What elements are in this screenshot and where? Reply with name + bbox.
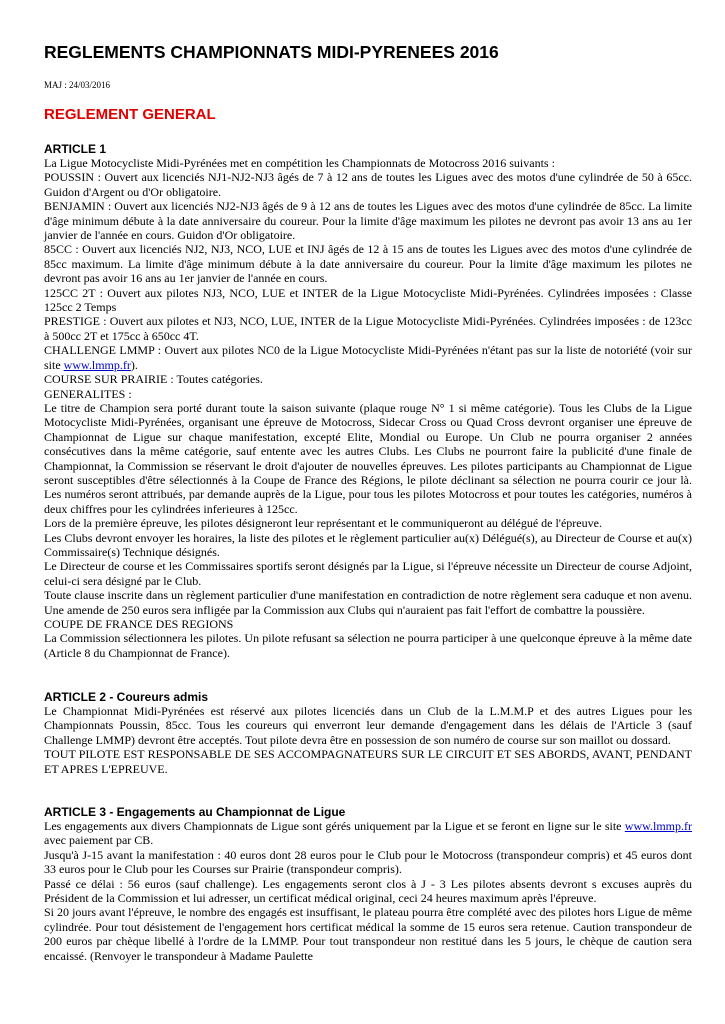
article-2-heading: ARTICLE 2 - Coureurs admis [44,690,209,704]
category-125cc: 125CC 2T : Ouvert aux pilotes NJ3, NCO, LUE et INTER de la Ligue Motocycliste Midi-Pyrénées. Cylindrées imposées : Classe 125cc 2 Temps [44,285,692,315]
article-1-body [44,156,692,660]
category-course-prairie: COURSE SUR PRAIRIE : Toutes catégories. [44,372,263,387]
challenge-text-end: ). [130,357,138,372]
category-poussin: POUSSIN : Ouvert aux licenciés NJ1-NJ2-NJ3 âgés de 7 à 12 ans de toutes les Ligues avec des motos d'une cylindrée de 50 à 65cc. Guidon d'Argent ou d'Or obligatoire. [44,170,692,199]
article-1 [44,142,692,660]
section-heading: REGLEMENT GENERAL [44,106,216,123]
coupe-text: La Commission sélectionnera les pilotes. Un pilote refusant sa sélection ne pourra participer à une quelconque épreuve à la même date (Article 8 du Championnat de France). [44,631,692,660]
coupe-label: COUPE DE FRANCE DES REGIONS [44,617,234,631]
article-2 [44,690,692,776]
article-2-paragraph-1: Le Championnat Midi-Pyrénées est réservé aux pilotes licenciés dans un Club de la L.M.M.P et des autres Ligues pour les Championnats Poussin, 85cc. Tous les coureurs qui enverront leur demande d'engagement dans les délais de l'Article 3 (sauf Challenge LMMP) devront être acceptés. Tout pilote devra être en possession de son numéro de course sur son maillot ou dossard. [44,704,692,747]
category-benjamin: BENJAMIN : Ouvert aux licenciés NJ2-NJ3 âgés de 9 à 12 ans de toutes les Ligues avec des motos d'une cylindrée de 85cc. La limite d'âge minimum débute à la date anniversaire du coureur. Pour la limite d'âge maximum les pilotes ne devront pas avoir 13 ans au 1er janvier de l'année en cours. Guidon d'Or obligatoire. [44,199,692,243]
article-3-paragraph-4: Si 20 jours avant l'épreuve, le nombre des engagés est insuffisant, le plateau pourra être complété avec des pilotes hors Ligue de même cylindrée. Pour tout désistement de l'engagement hors certificat médical la somme de 15 euros sera retenue. Caution transpondeur de 200 euros par chèque libellé à l'ordre de la LMMP. Pour tout transpondeur non restitué dans les 5 jours, le chèque de caution sera encaissé. (Renvoyer le transpondeur à Madame Paulette [44,905,692,963]
generalites-label: GENERALITES : [44,386,132,401]
challenge-text-start: CHALLENGE LMMP : Ouvert aux pilotes NC0 de la Ligue Motocycliste Midi-Pyrénées n'étant pas sur la liste de notoriété (voir sur site [44,343,692,372]
article-3-paragraph-2: Jusqu'à J-15 avant la manifestation : 40 euros dont 28 euros pour le Club pour le Motocross (transpondeur compris) et 45 euros dont 33 euros pour le Club pour les Courses sur Prairie (transpondeur compris). [44,847,692,877]
clause-text: Toute clause inscrite dans un règlement particulier d'une manifestation en contradiction de notre règlement sera caduque et non avenu. Une amende de 250 euros sera infligée par la Commission aux Clubs qui n'auraient pas fait l'effort de combattre la poussière. [44,588,692,617]
update-date: MAJ : 24/03/2016 [44,80,111,90]
article-1-intro: La Ligue Motocycliste Midi-Pyrénées met en compétition les Championnats de Motocross 2016 suivants : [44,156,555,170]
article-2-paragraph-2: TOUT PILOTE EST RESPONSABLE DE SES ACCOMPAGNATEURS SUR LE CIRCUIT ET SES ABORDS, AVANT, PENDANT ET APRES L'EPREUVE. [44,747,692,776]
document-title: REGLEMENTS CHAMPIONNATS MIDI-PYRENEES 2016 [44,42,499,62]
category-prestige: PRESTIGE : Ouvert aux pilotes et NJ3, NCO, LUE, INTER de la Ligue Motocycliste Midi-Pyrénées. Cylindrées imposées : de 123cc à 500cc 2T et 175cc à 650cc 4T. [44,314,692,343]
article-3-heading: ARTICLE 3 - Engagements au Championnat de Ligue [44,805,346,819]
category-85cc: 85CC : Ouvert aux licenciés NJ2, NJ3, NCO, LUE et INJ âgés de 12 à 15 ans de toutes les Ligues avec des motos d'une cylindrée de 85cc maximum. La limite d'âge minimum débute à la date anniversaire du coureur. Pour la limite d'âge maximum les pilotes ne devront pas avoir 16 ans au 1er janvier de l'année en cours. [44,242,692,286]
generalites-text: Le titre de Champion sera porté durant toute la saison suivante (plaque rouge N° 1 si même catégorie). Tous les Clubs de la Ligue Motocycliste Midi-Pyrénées, organisant une épreuve de Motocross, Sidecar Cross ou Quad Cross devront organiser une épreuve de Championnat de Ligue sur chaque manifestation, excepté Elite, Mondial ou Europe. Un Club ne pourra organiser 2 années consécutives dans la même catégorie, sauf entente avec les autres Clubs. Les Clubs ne pourront faire la publicité d'une finale de Championnat, la Commission se réservant le droit d'ajouter de nouvelles épreuves. Les pilotes participants au Championnat de Ligue seront susceptibles d'être sélectionnés à la Coupe de France des Régions, le pilote déclinant sa sélection ne pourra courir ce jour là. Les numéros seront attribués, par demande auprès de la Ligue, pour tous les pilotes Motocross et pour toutes les catégories, numéros à deux chiffres pour les cylindrées inferieures à 125cc. [44,400,692,516]
category-challenge [44,343,692,372]
article-3-paragraph-3: Passé ce délai : 56 euros (sauf challenge). Les engagements seront clos à J - 3 Les pilotes absents devront s excuses auprès du Président de la Commission et lui adresser, un certificat médical original, ceci 24 heures maximum après l'épreuve. [44,876,692,906]
lmmp-link[interactable]: www.lmmp.fr [624,819,692,833]
engagements-text-start: Les engagements aux divers Championnats de Ligue sont gérés uniquement par la Ligue et se feront en ligne sur le site [44,819,625,833]
article-3-body [44,819,692,963]
premiere-epreuve-text: Lors de la première épreuve, les pilotes désigneront leur représentant et le communiqueront au délégué de l'épreuve. [44,516,602,531]
article-2-body [44,704,692,776]
horaires-text: Les Clubs devront envoyer les horaires, la liste des pilotes et le règlement particulier au(x) Délégué(s), au Directeur de Course et au(x) Commissaire(s) Technique désignés. [44,530,692,559]
article-3-paragraph-1 [44,819,692,848]
article-3 [44,805,692,963]
lmmp-link[interactable]: www.lmmp.fr [63,357,131,372]
directeur-text: Le Directeur de course et les Commissaires sportifs seront désignés par la Ligue, si l'épreuve nécessite un Directeur de course Adjoint, celui-ci sera désigné par le Club. [44,559,692,588]
article-1-heading: ARTICLE 1 [44,142,107,156]
engagements-text-end: avec paiement par CB. [44,833,154,848]
